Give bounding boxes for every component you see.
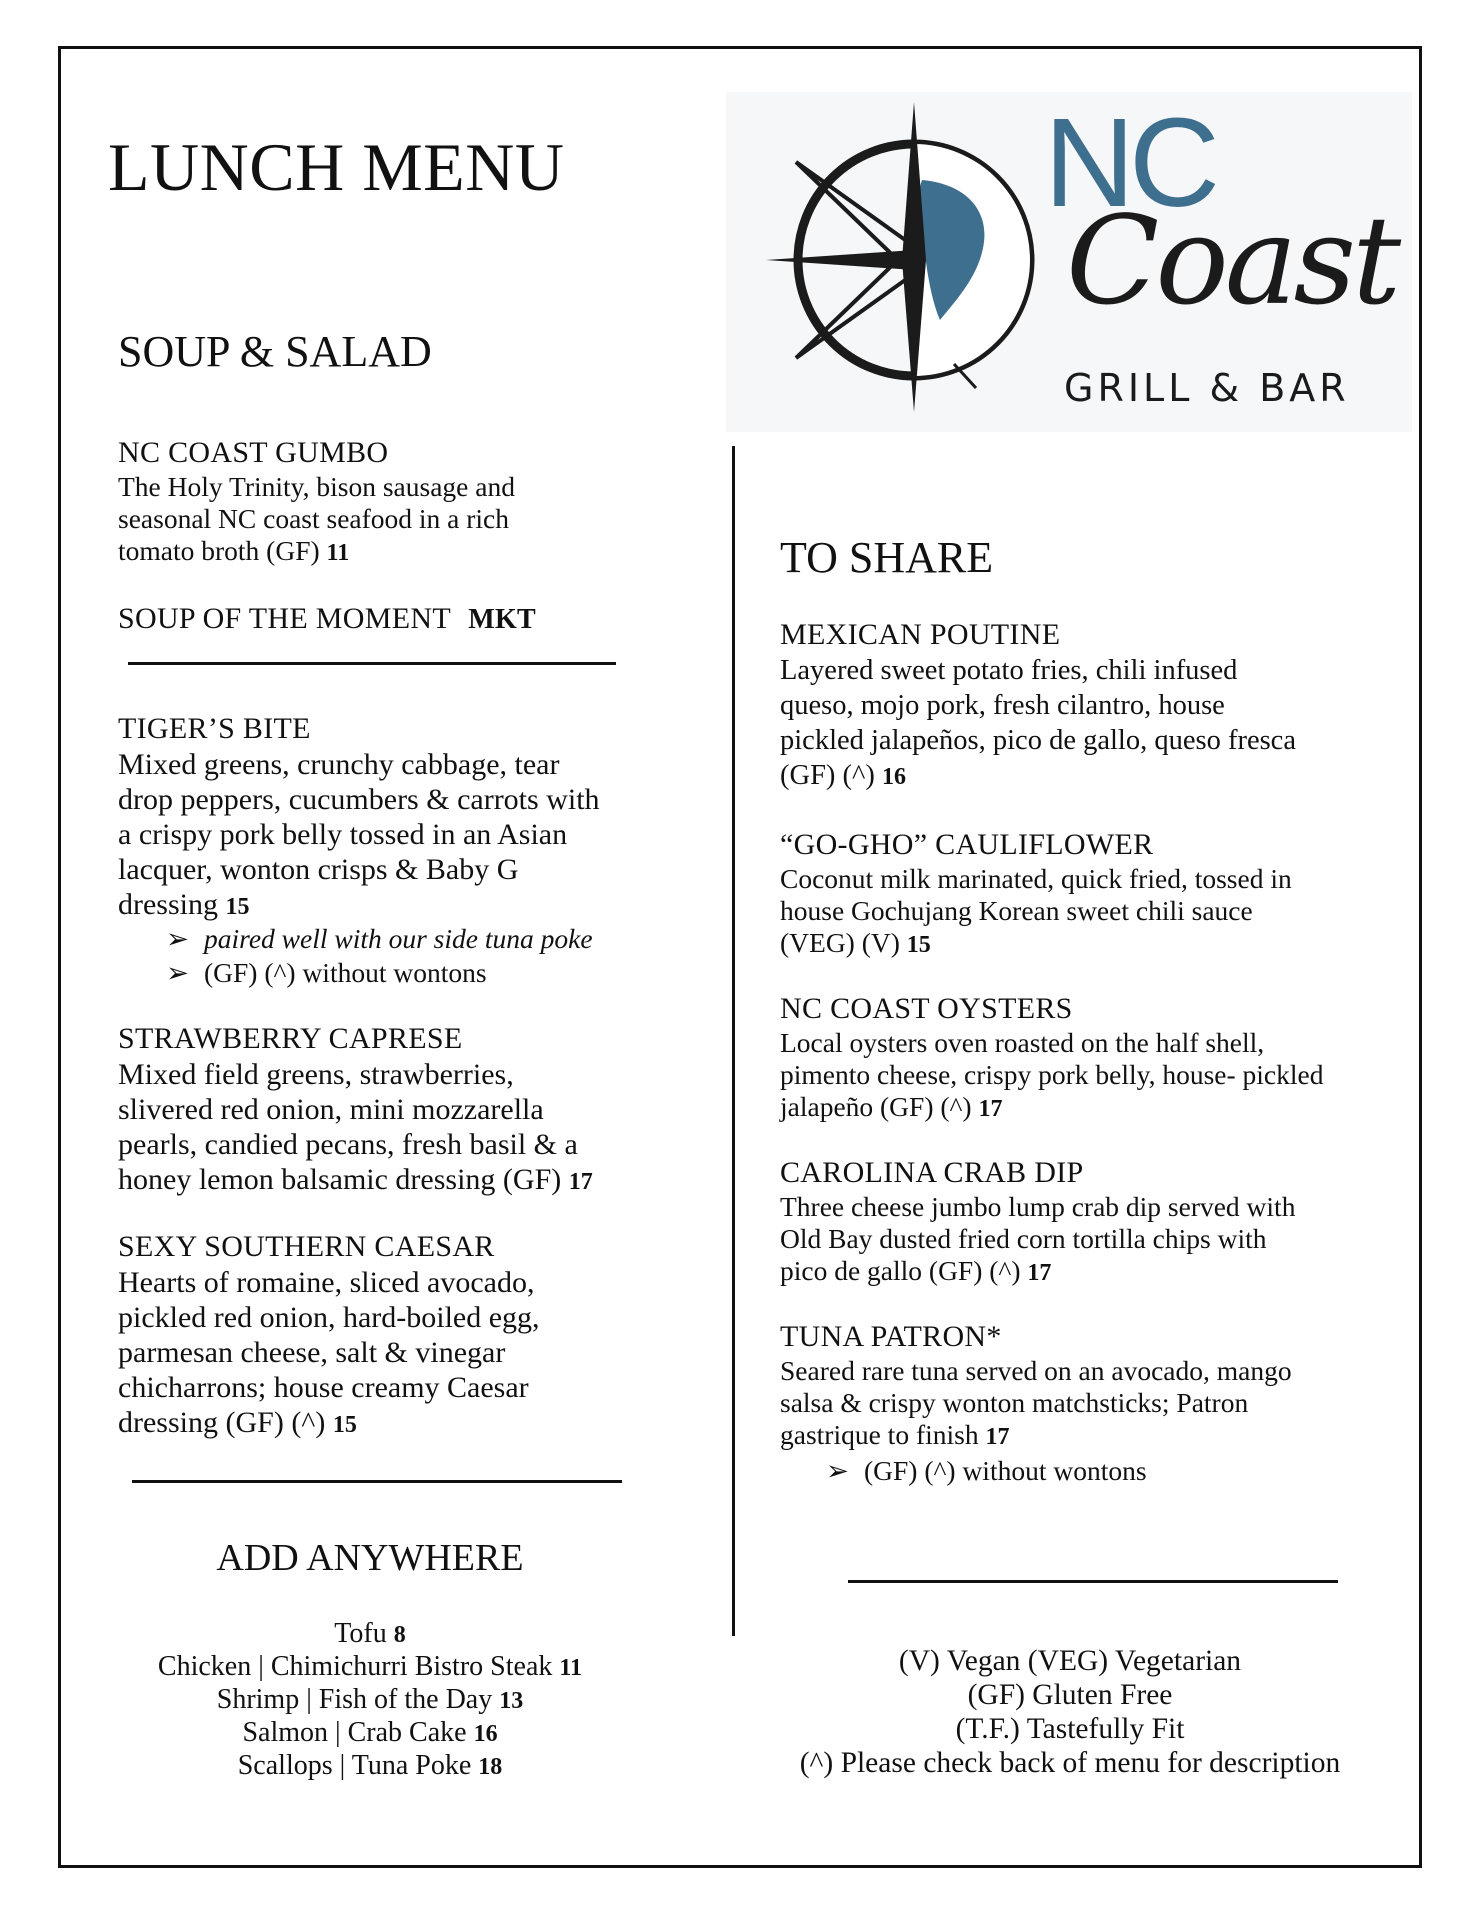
price: 15 [332, 1412, 357, 1438]
item-name-gumbo: NC COAST GUMBO [118, 436, 389, 469]
item-name-soup-moment: SOUP OF THE MOMENT [118, 602, 451, 635]
item-desc-tuna-patron: Seared rare tuna served on an avocado, mango salsa & crispy wonton matchsticks; Patron gastrique to finish 17 [780, 1355, 1292, 1450]
price: 17 [978, 1096, 1003, 1122]
price: 11 [326, 540, 350, 566]
item-soup-of-moment [118, 602, 536, 637]
note-tigers-bite-2: ➢ (GF) (^) without wontons [166, 957, 487, 988]
column-divider [732, 446, 735, 1636]
dietary-legend: (V) Vegan (VEG) Vegetarian (GF) Gluten Free (T.F.) Tastefully Fit (^) Please check back of menu for description [799, 1645, 1341, 1779]
logo-coast: Coast [1066, 190, 1398, 332]
price: 15 [906, 932, 931, 958]
add-anywhere-list [100, 1618, 640, 1783]
arrow-bullet-icon: ➢ [166, 923, 190, 954]
item-name-southern-caesar: SEXY SOUTHERN CAESAR [118, 1230, 495, 1263]
item-desc-southern-caesar: Hearts of romaine, sliced avocado, pickled red onion, hard-boiled egg, parmesan cheese, salt & vinegar chicharrons; house creamy Caesar dressing (GF) (^) 15 [118, 1266, 540, 1439]
list-item: Shrimp | Fish of the Day 13 [216, 1684, 524, 1715]
note-tigers-bite-1: ➢ paired well with our side tuna poke [166, 923, 593, 954]
item-name-go-gho-cauliflower: “GO-GHO” CAULIFLOWER [780, 828, 1154, 861]
section-heading-soup-salad: SOUP & SALAD [118, 327, 432, 376]
logo-grill-bar: GRILL & BAR [1064, 366, 1350, 410]
price: MKT [468, 604, 537, 635]
item-desc-tigers-bite: Mixed greens, crunchy cabbage, tear drop peppers, cucumbers & carrots with a crispy pork belly tossed in an Asian lacquer, wonton crisps & Baby G dressing 15 [118, 748, 600, 921]
list-item: Scallops | Tuna Poke 18 [237, 1750, 503, 1781]
item-name-carolina-crab-dip: CAROLINA CRAB DIP [780, 1156, 1084, 1189]
item-desc-nc-coast-oysters: Local oysters oven roasted on the half shell, pimento cheese, crispy pork belly, house- pickled jalapeño (GF) (^) 17 [780, 1027, 1324, 1122]
list-item: Salmon | Crab Cake 16 [242, 1717, 498, 1748]
divider [128, 662, 616, 665]
item-name-nc-coast-oysters: NC COAST OYSTERS [780, 992, 1073, 1025]
item-name-tuna-patron: TUNA PATRON* [780, 1320, 1002, 1353]
price: 17 [568, 1169, 593, 1195]
item-name-tigers-bite: TIGER’S BITE [118, 712, 311, 745]
logo-nc: NC [1044, 92, 1214, 233]
section-heading-add-anywhere: ADD ANYWHERE [216, 1537, 524, 1579]
arrow-bullet-icon: ➢ [826, 1455, 850, 1486]
price: 16 [882, 764, 907, 790]
item-desc-carolina-crab-dip: Three cheese jumbo lump crab dip served with Old Bay dusted fried corn tortilla chips with pico de gallo (GF) (^) 17 [780, 1191, 1296, 1286]
list-item: Tofu 8 [334, 1618, 406, 1649]
divider [848, 1580, 1338, 1583]
item-name-mexican-poutine: MEXICAN POUTINE [780, 618, 1061, 651]
section-heading-to-share: TO SHARE [780, 533, 994, 582]
divider [132, 1480, 622, 1483]
item-desc-go-gho-cauliflower: Coconut milk marinated, quick fried, tossed in house Gochujang Korean sweet chili sauce (VEG) (V) 15 [780, 863, 1292, 958]
logo [726, 92, 1412, 432]
price: 17 [985, 1424, 1010, 1450]
item-desc-strawberry-caprese: Mixed field greens, strawberries, slivered red onion, mini mozzarella pearls, candied pecans, fresh basil & a honey lemon balsamic dressing (GF) 17 [118, 1058, 593, 1196]
item-desc-gumbo: The Holy Trinity, bison sausage and seasonal NC coast seafood in a rich tomato broth (GF) 11 [118, 471, 515, 566]
page-title: LUNCH MENU [108, 129, 565, 205]
item-desc-mexican-poutine: Layered sweet potato fries, chili infused queso, mojo pork, fresh cilantro, house pickled jalapeños, pico de gallo, queso fresca (GF) (^) 16 [780, 655, 1296, 791]
price: 17 [1027, 1260, 1052, 1286]
price: 15 [225, 894, 250, 920]
list-item: Chicken | Chimichurri Bistro Steak 11 [157, 1651, 583, 1682]
arrow-bullet-icon: ➢ [166, 957, 190, 988]
item-name-strawberry-caprese: STRAWBERRY CAPRESE [118, 1022, 463, 1055]
note-tuna-patron: ➢ (GF) (^) without wontons [826, 1455, 1147, 1486]
